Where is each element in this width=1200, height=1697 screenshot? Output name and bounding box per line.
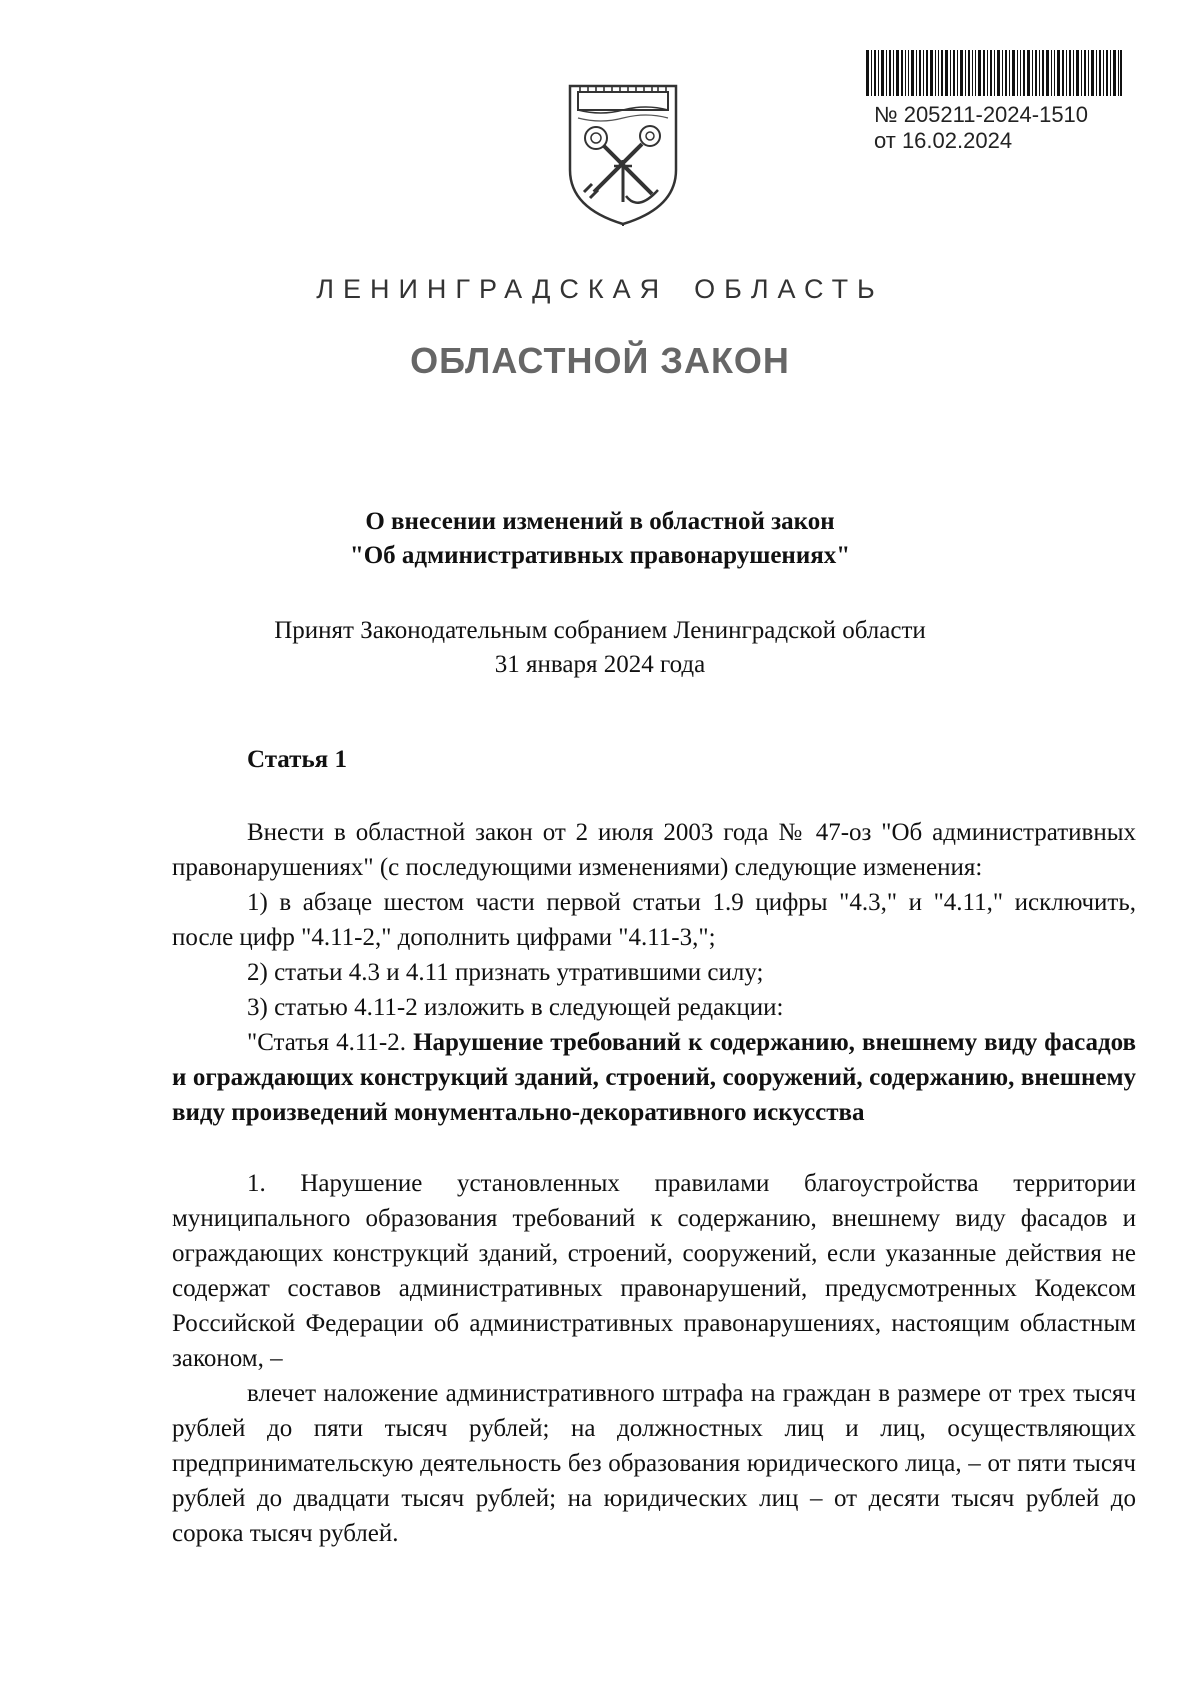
new-article-heading (172, 1025, 1136, 1130)
law-title-line-1: О внесении изменений в областной закон (365, 508, 835, 535)
document-type: ОБЛАСТНОЙ ЗАКОН (410, 340, 790, 381)
coat-of-arms-icon (566, 78, 680, 226)
part-1-text: 1. Нарушение установленных правилами благоустройства территории муниципального образования требований к содержанию, внешнему виду фасадов и ограждающих конструкций зданий, строений, сооружений, если указанные действия не содержат составов административных правонарушений, предусмотренных Кодексом Российской Федерации об административных правонарушениях, настоящим областным законом, – (172, 1170, 1136, 1372)
article-item-1: 1) в абзаце шестом части первой статьи 1.9 цифры "4.3," и "4.11," исключить, после цифр "4.11-2," дополнить цифрами "4.11-3,"; (172, 889, 1136, 951)
registration-stamp (874, 102, 1088, 154)
region-name (0, 274, 1200, 305)
article-body (172, 742, 1136, 1551)
adoption-line-1: Принят Законодательным собранием Ленинградской области (274, 617, 926, 644)
article-item-3: 3) статью 4.11-2 изложить в следующей редакции: (247, 994, 784, 1021)
registration-number: № 205211-2024-1510 (874, 102, 1089, 127)
article-intro: Внести в областной закон от 2 июля 2003 года № 47-оз "Об административных правонарушениях" (с последующими изменениями) следующие изменения: (172, 819, 1136, 881)
adoption-date: 31 января 2024 года (494, 651, 706, 678)
region-word-2: ОБЛАСТЬ (694, 274, 884, 304)
new-article-prefix: "Статья 4.11-2. (247, 1029, 414, 1056)
article-item-2: 2) статьи 4.3 и 4.11 признать утратившими силу; (247, 959, 764, 986)
barcode-icon (866, 50, 1122, 96)
new-article-title: Нарушение требований к содержанию, внешнему виду фасадов и ограждающих конструкций зданий, строений, сооружений, содержанию, внешнему виду произведений монументально-декоративного искусства (172, 1029, 1136, 1126)
law-title-line-2: "Об административных правонарушениях" (349, 542, 851, 569)
article-heading: Статья 1 (247, 746, 347, 773)
adoption-note (0, 614, 1200, 682)
law-title (0, 505, 1200, 573)
region-word-1: ЛЕНИНГРАДСКАЯ (316, 274, 669, 304)
penalty-text: влечет наложение административного штрафа на граждан в размере от трех тысяч рублей до пяти тысяч рублей; на должностных лиц и лиц, осуществляющих предпринимательскую деятельность без образования юридического лица, – от пяти тысяч рублей до двадцати тысяч рублей; на юридических лиц – от десяти тысяч рублей до сорока тысяч рублей. (172, 1380, 1136, 1547)
registration-date: от 16.02.2024 (874, 128, 1013, 153)
